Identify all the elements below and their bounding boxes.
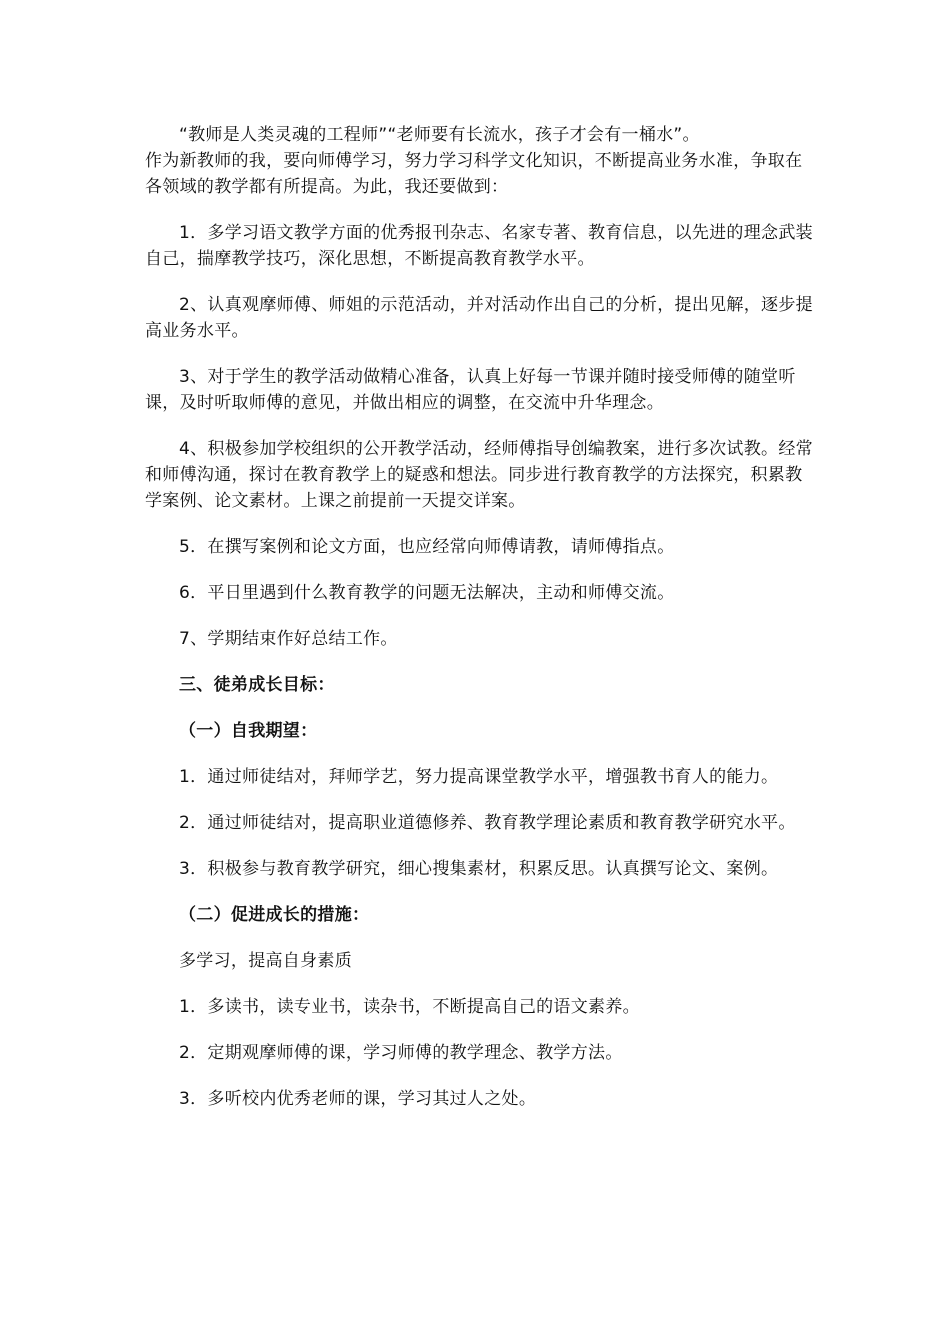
measure-item-3: 3．多听校内优秀老师的课，学习其过人之处。 [179,1089,537,1109]
measures-lead: 多学习，提高自身素质 [179,951,352,971]
intro-line-1: “教师是人类灵魂的工程师”“老师要有长流水，孩子才会有一桶水”。 [179,125,700,145]
expectation-item-1: 1．通过师徒结对，拜师学艺，努力提高课堂教学水平，增强教书育人的能力。 [179,767,779,787]
document-body [145,122,815,1132]
todo-item-4: 4、积极参加学校组织的公开教学活动，经师傅指导创编教案，进行多次试教。经常和师傅沟通，探讨在教育教学上的疑惑和想法。同步进行教育教学的方法探究，积累教学案例、论文素材。上课之前提前一天提交详案。 [145,439,813,511]
todo-item-1: 1．多学习语文教学方面的优秀报刊杂志、名家专著、教育信息，以先进的理念武装自己，揣摩教学技巧，深化思想，不断提高教育教学水平。 [145,223,813,269]
todo-item-7: 7、学期结束作好总结工作。 [179,629,398,649]
intro-line-2: 作为新教师的我，要向师傅学习，努力学习科学文化知识，不断提高业务水准，争取在各领域的教学都有所提高。为此，我还要做到： [145,151,803,197]
expectation-item-3: 3．积极参与教育教学研究，细心搜集素材，积累反思。认真撰写论文、案例。 [179,859,779,879]
section-heading-growth-goals: 三、徒弟成长目标： [179,675,335,695]
expectation-item-2: 2．通过师徒结对，提高职业道德修养、教育教学理论素质和教育教学研究水平。 [179,813,796,833]
intro-paragraph [145,122,815,200]
subsection-heading-self-expectation: （一）自我期望： [179,721,318,741]
todo-item-3: 3、对于学生的教学活动做精心准备，认真上好每一节课并随时接受师傅的随堂听课，及时听取师傅的意见，并做出相应的调整，在交流中升华理念。 [145,367,796,413]
measure-item-1: 1．多读书，读专业书，读杂书，不断提高自己的语文素养。 [179,997,640,1017]
todo-item-2: 2、认真观摩师傅、师姐的示范活动，并对活动作出自己的分析，提出见解，逐步提高业务水平。 [145,295,813,341]
todo-item-5: 5．在撰写案例和论文方面，也应经常向师傅请教，请师傅指点。 [179,537,675,557]
todo-item-6: 6．平日里遇到什么教育教学的问题无法解决，主动和师傅交流。 [179,583,675,603]
subsection-heading-growth-measures: （二）促进成长的措施： [179,905,370,925]
measure-item-2: 2．定期观摩师傅的课，学习师傅的教学理念、教学方法。 [179,1043,623,1063]
